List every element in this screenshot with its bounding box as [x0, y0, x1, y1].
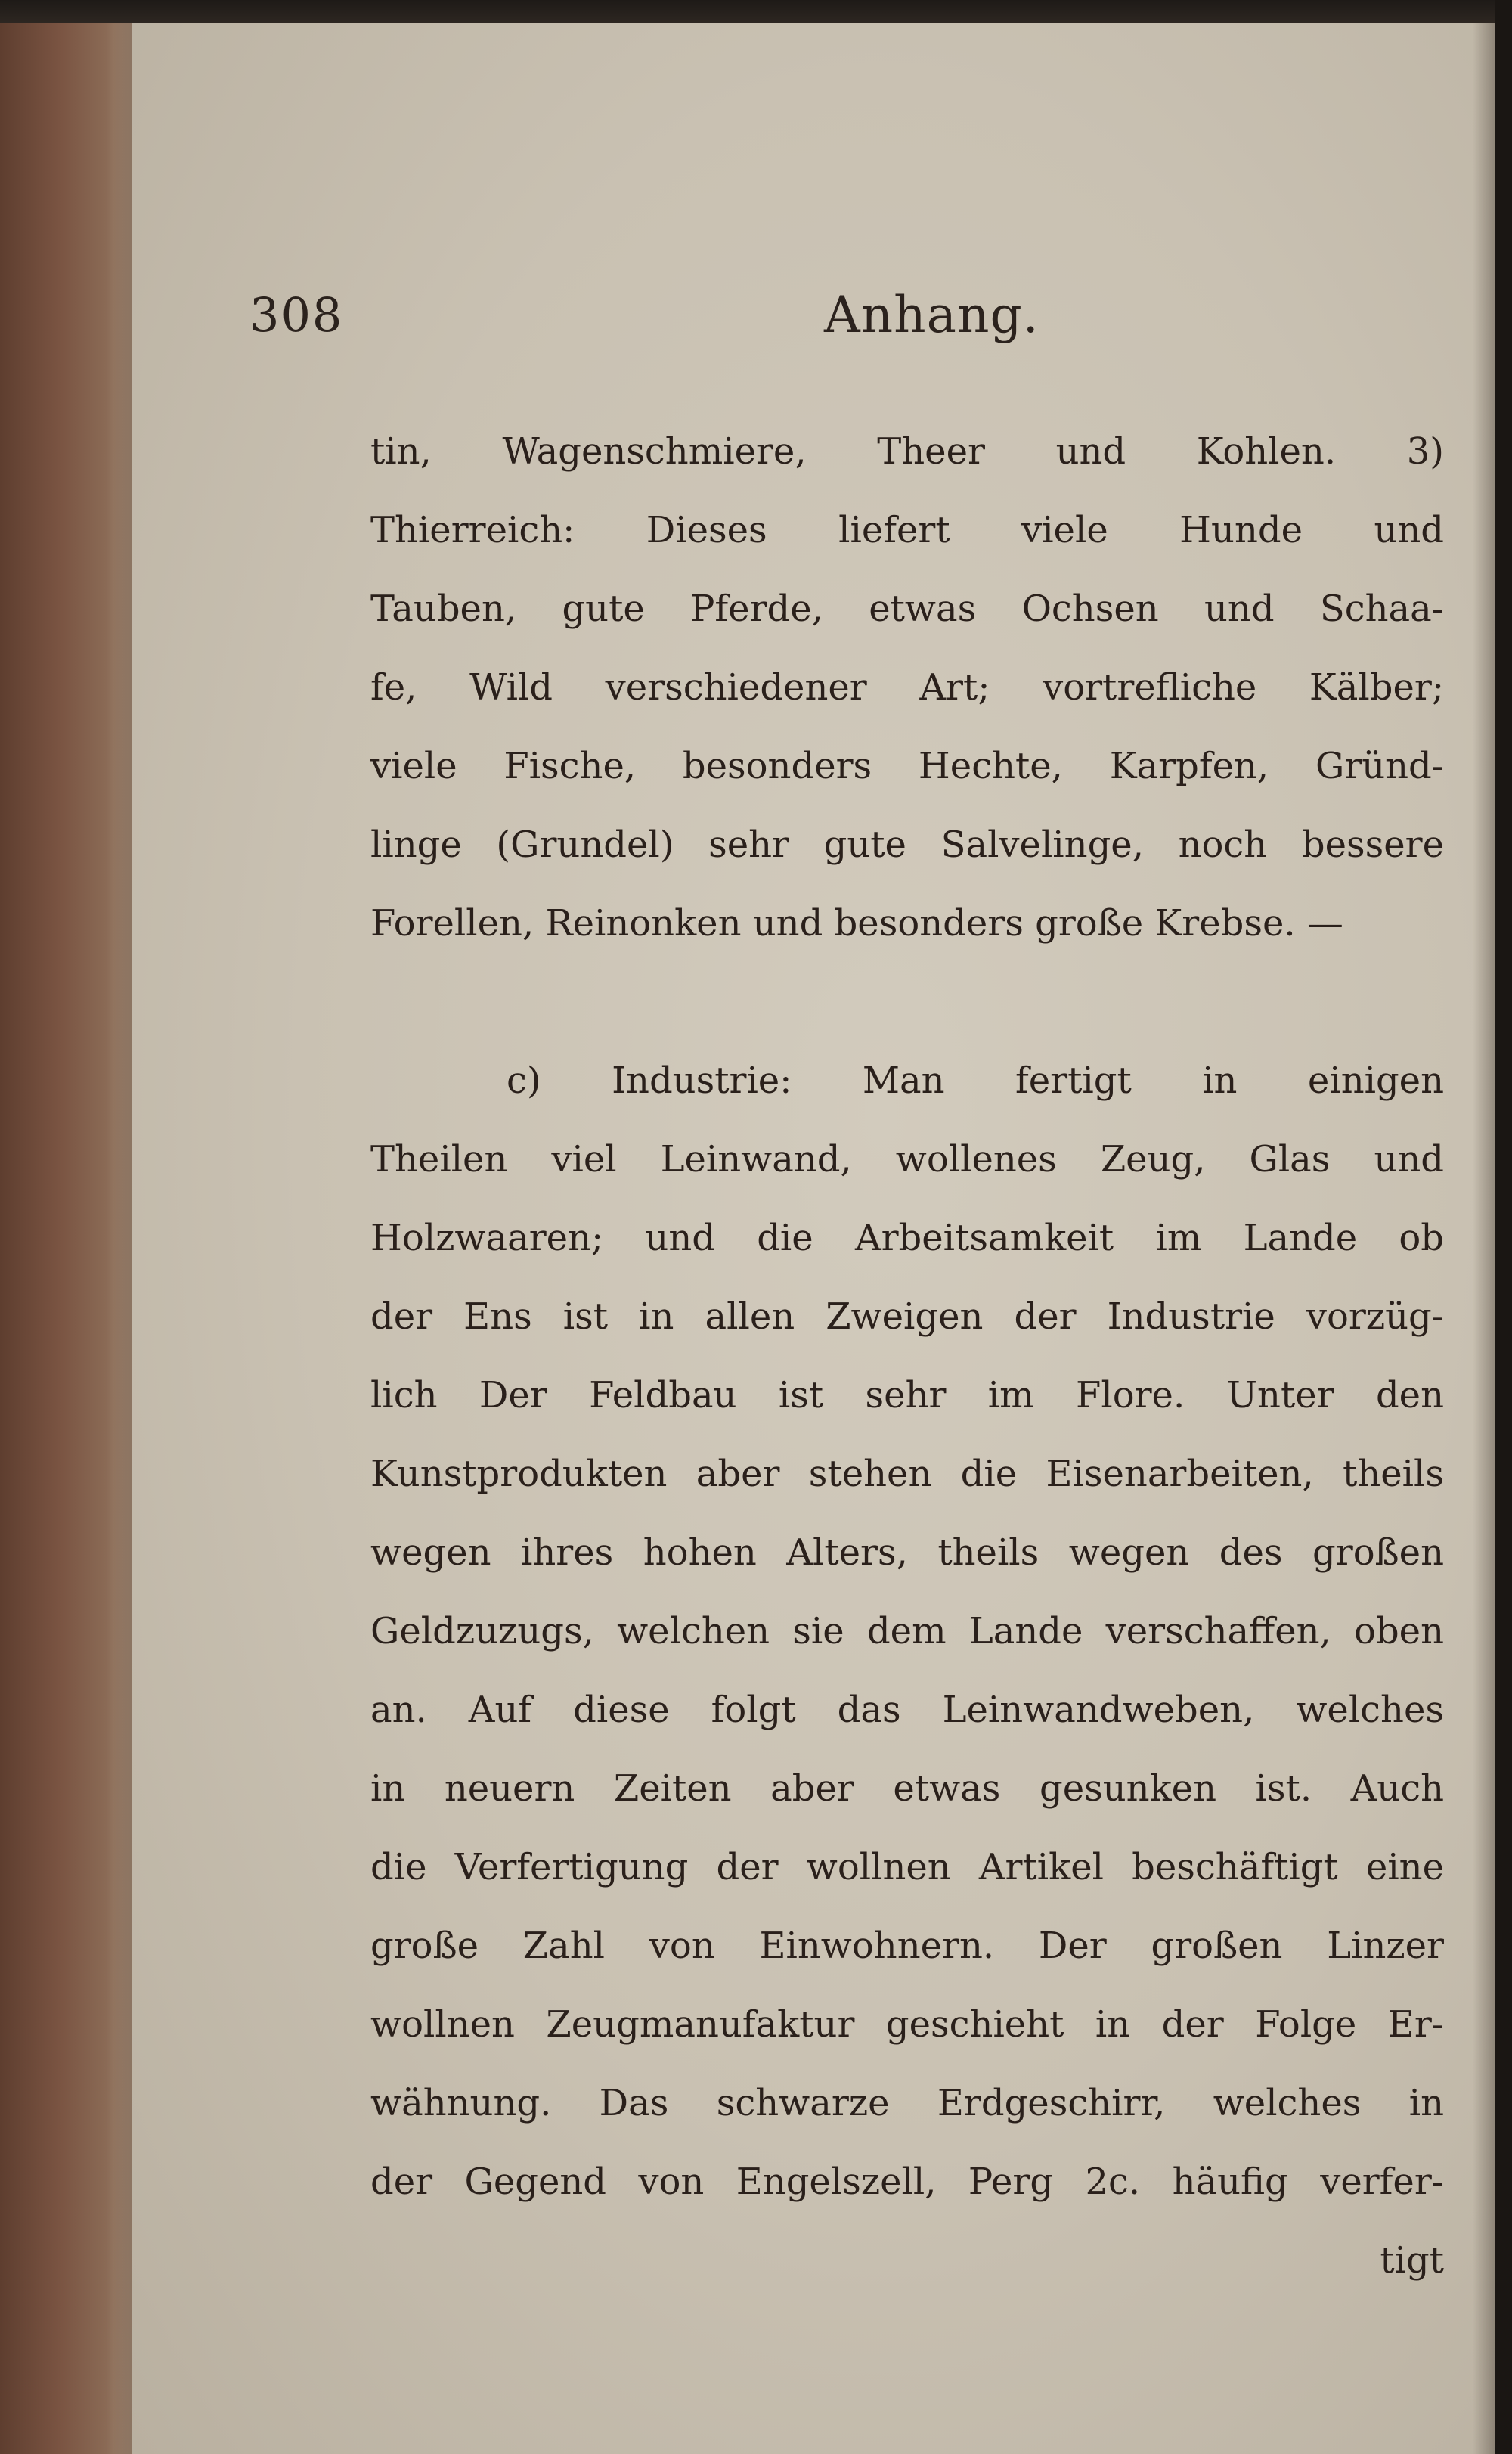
- body-text: [370, 412, 1444, 2300]
- text-line: die Verfertigung der wollnen Artikel beschäftigt eine: [370, 1846, 1444, 1888]
- page-number: 308: [249, 287, 344, 343]
- text-line: fe, Wild verschiedener Art; vortrefliche Kälber;: [370, 666, 1444, 709]
- book-spine: [0, 23, 132, 2454]
- text-line: Thierreich: Dieses liefert viele Hunde und: [370, 509, 1444, 551]
- text-line: in neuern Zeiten aber etwas gesunken ist. Auch: [370, 1767, 1444, 1810]
- text-line: tin, Wagenschmiere, Theer und Kohlen. 3): [370, 430, 1444, 473]
- text-line: der Ens ist in allen Zweigen der Industrie vorzüg-: [370, 1295, 1444, 1338]
- text-line: der Gegend von Engelszell, Perg 2c. häufig verfer-: [370, 2161, 1444, 2203]
- scan-right-edge: [1495, 0, 1512, 2454]
- text-line: c) Industrie: Man fertigt in einigen: [507, 1059, 1444, 1102]
- text-line: Holzwaaren; und die Arbeitsamkeit im Lande ob: [370, 1217, 1444, 1259]
- text-line: große Zahl von Einwohnern. Der großen Linzer: [370, 1925, 1444, 1967]
- catchword: tigt: [1380, 2239, 1444, 2282]
- text-line: viele Fische, besonders Hechte, Karpfen, Gründ-: [370, 745, 1444, 787]
- page-header: [249, 287, 1399, 371]
- text-line: Geldzuzugs, welchen sie dem Lande verschaffen, oben: [370, 1610, 1444, 1652]
- text-line: Forellen, Reinonken und besonders große Krebse. —: [370, 902, 1343, 945]
- page-right-shadow: [1473, 23, 1495, 2454]
- text-line: Kunstprodukten aber stehen die Eisenarbeiten, theils: [370, 1453, 1444, 1495]
- text-line: wegen ihres hohen Alters, theils wegen des großen: [370, 1531, 1444, 1574]
- running-title: Anhang.: [824, 286, 1040, 344]
- text-line: linge (Grundel) sehr gute Salvelinge, noch bessere: [370, 824, 1444, 866]
- scan-top-edge: [0, 0, 1512, 23]
- text-line: wollnen Zeugmanufaktur geschieht in der Folge Er-: [370, 2003, 1444, 2046]
- text-line: an. Auf diese folgt das Leinwandweben, welches: [370, 1689, 1444, 1731]
- text-line: lich Der Feldbau ist sehr im Flore. Unter den: [370, 1374, 1444, 1416]
- paragraph-gap: [370, 963, 1444, 1041]
- text-line: Tauben, gute Pferde, etwas Ochsen und Schaa-: [370, 588, 1444, 630]
- text-line: wähnung. Das schwarze Erdgeschirr, welches in: [370, 2082, 1444, 2124]
- text-line: Theilen viel Leinwand, wollenes Zeug, Glas und: [370, 1138, 1444, 1180]
